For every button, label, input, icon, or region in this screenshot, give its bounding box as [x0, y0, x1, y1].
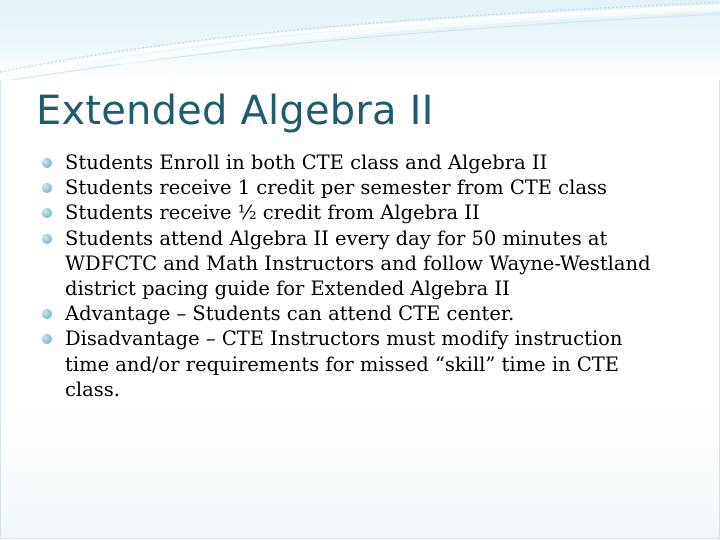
bullet-dot-icon: [42, 158, 52, 168]
bullet-dot-icon: [42, 309, 52, 319]
bullet-text: Students attend Algebra II every day for 50 minutes at WDFCTC and Math Instructors and follow Wayne-Westland district pacing guide for Extended Algebra II: [65, 226, 651, 301]
bullet-item: [42, 326, 672, 402]
bullet-text: Advantage – Students can attend CTE center.: [65, 302, 515, 326]
slide-title: Extended Algebra II: [36, 88, 434, 134]
bullet-dot-icon: [42, 234, 52, 244]
bullet-item: [42, 150, 672, 175]
bullet-item: [42, 175, 672, 200]
bullet-text: Students Enroll in both CTE class and Algebra II: [65, 151, 548, 174]
bullet-item: [42, 301, 672, 326]
bullet-item: [42, 226, 672, 302]
bullet-list: [42, 150, 672, 402]
bullet-dot-icon: [42, 183, 52, 193]
bullet-text: Students receive 1 credit per semester from CTE class: [65, 176, 607, 200]
bullet-text: Students receive ½ credit from Algebra II: [65, 201, 480, 225]
bullet-dot-icon: [42, 208, 52, 218]
decorative-swoosh: [0, 0, 720, 90]
bullet-item: [42, 200, 672, 225]
bullet-dot-icon: [42, 334, 52, 344]
bullet-text: Disadvantage – CTE Instructors must modify instruction time and/or requirements for missed “skill” time in CTE class.: [65, 327, 623, 401]
